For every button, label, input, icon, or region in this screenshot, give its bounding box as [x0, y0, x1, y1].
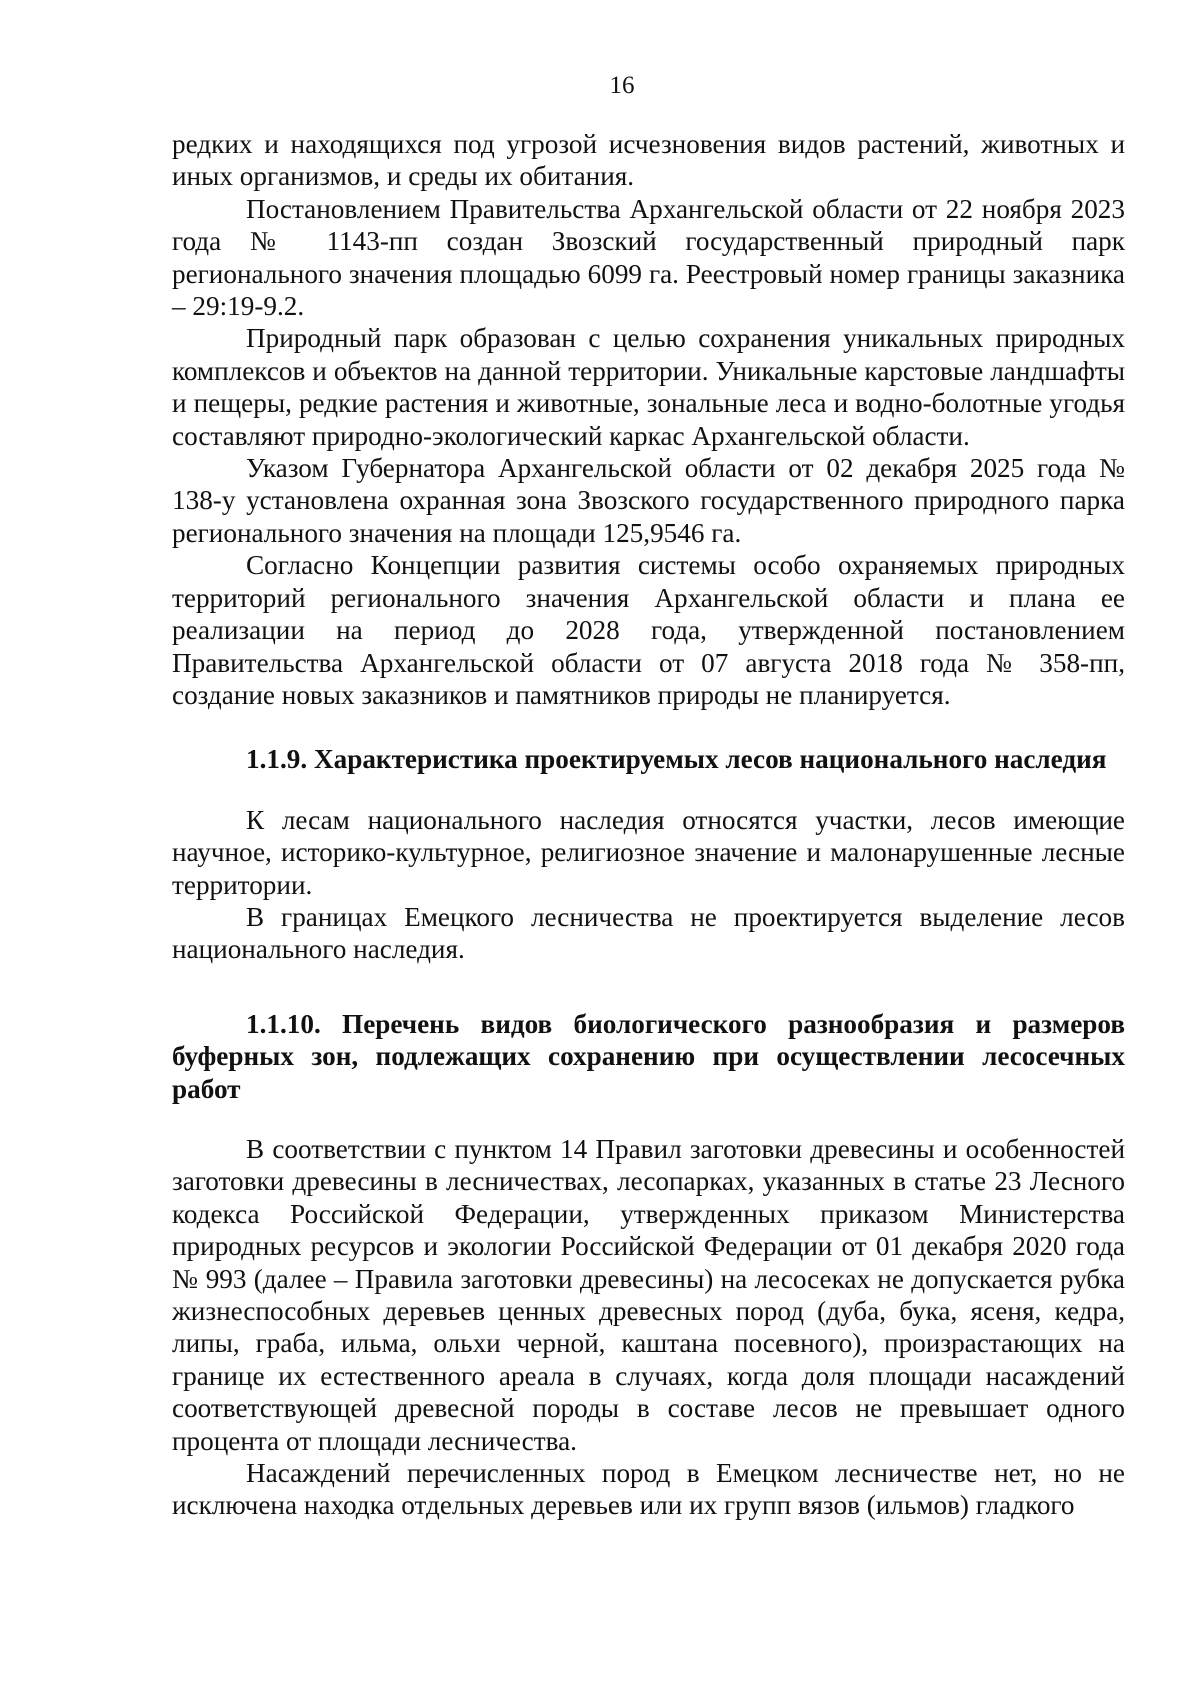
paragraph-national-heritage-emetsk: В границах Емецкого лесничества не проектируется выделение лесов национального наследия. — [172, 901, 1125, 965]
paragraph-park-purpose: Природный парк образован с целью сохранения уникальных природных комплексов и объектов на данной территории. Уникальные карстовые ландшафты и пещеры, редкие растения и животные, зональные леса и водно-болотные угодья составляют природно-экологический каркас Архангельской области. — [172, 323, 1125, 451]
page-content — [172, 128, 1125, 1522]
paragraph-protection-zone: Указом Губернатора Архангельской области от 02 декабря 2025 года № 138-у установлена охранная зона Звозского государственного природного парка регионального значения на площади 125,9546 га. — [172, 453, 1125, 548]
paragraph-logging-rules: В соответствии с пунктом 14 Правил заготовки древесины и особенностей заготовки древесины в лесничествах, лесопарках, указанных в статье 23 Лесного кодекса Российской Федерации, утвержденных приказом Министерства природных ресурсов и экологии Российской Федерации от 01 декабря 2020 года № 993 (далее – Правила заготовки древесины) на лесосеках не допускается рубка жизнеспособных деревьев ценных древесных пород (дуба, бука, ясеня, кедра, липы, граба, ильма, ольхи черной, каштана посевного), произрастающих на границе их естественного ареала в случаях, когда доля площади насаждений соответствующей древесной породы в составе лесов не превышает одного процента от площади лесничества. — [172, 1133, 1125, 1456]
section-heading-1-1-9: 1.1.9. Характеристика проектируемых лесов национального наследия — [246, 744, 1107, 775]
paragraph-zvozsky-park-creation: Постановлением Правительства Архангельской области от 22 ноября 2023 года № 1143-пп создан Звозский государственный природный парк регионального значения площадью 6099 га. Реестровый номер границы заказника – 29:19-9.2. — [172, 193, 1125, 322]
paragraph-continuation: редких и находящихся под угрозой исчезновения видов растений, животных и иных организмов, и среды их обитания. — [172, 129, 1125, 192]
paragraph-species-absence: Насаждений перечисленных пород в Емецком лесничестве нет, но не исключена находка отдельных деревьев или их групп вязов (ильмов) гладкого — [172, 1458, 1125, 1521]
page-number: 16 — [609, 72, 635, 99]
section-heading-1-1-10: 1.1.10. Перечень видов биологического разнообразия и размеров буферных зон, подлежащих сохранению при осуществлении лесосечных работ — [172, 1008, 1125, 1104]
paragraph-concept: Согласно Концепции развития системы особо охраняемых природных территорий регионального значения Архангельской области и плана ее реализации на период до 2028 года, утвержденной постановлением Правительства Архангельской области от 07 августа 2018 года № 358-пп, создание новых заказников и памятников природы не планируется. — [172, 550, 1125, 710]
paragraph-national-heritage-definition: К лесам национального наследия относятся участки, лесов имеющие научное, историко-культурное, религиозное значение и малонарушенные лесные территории. — [172, 804, 1125, 900]
